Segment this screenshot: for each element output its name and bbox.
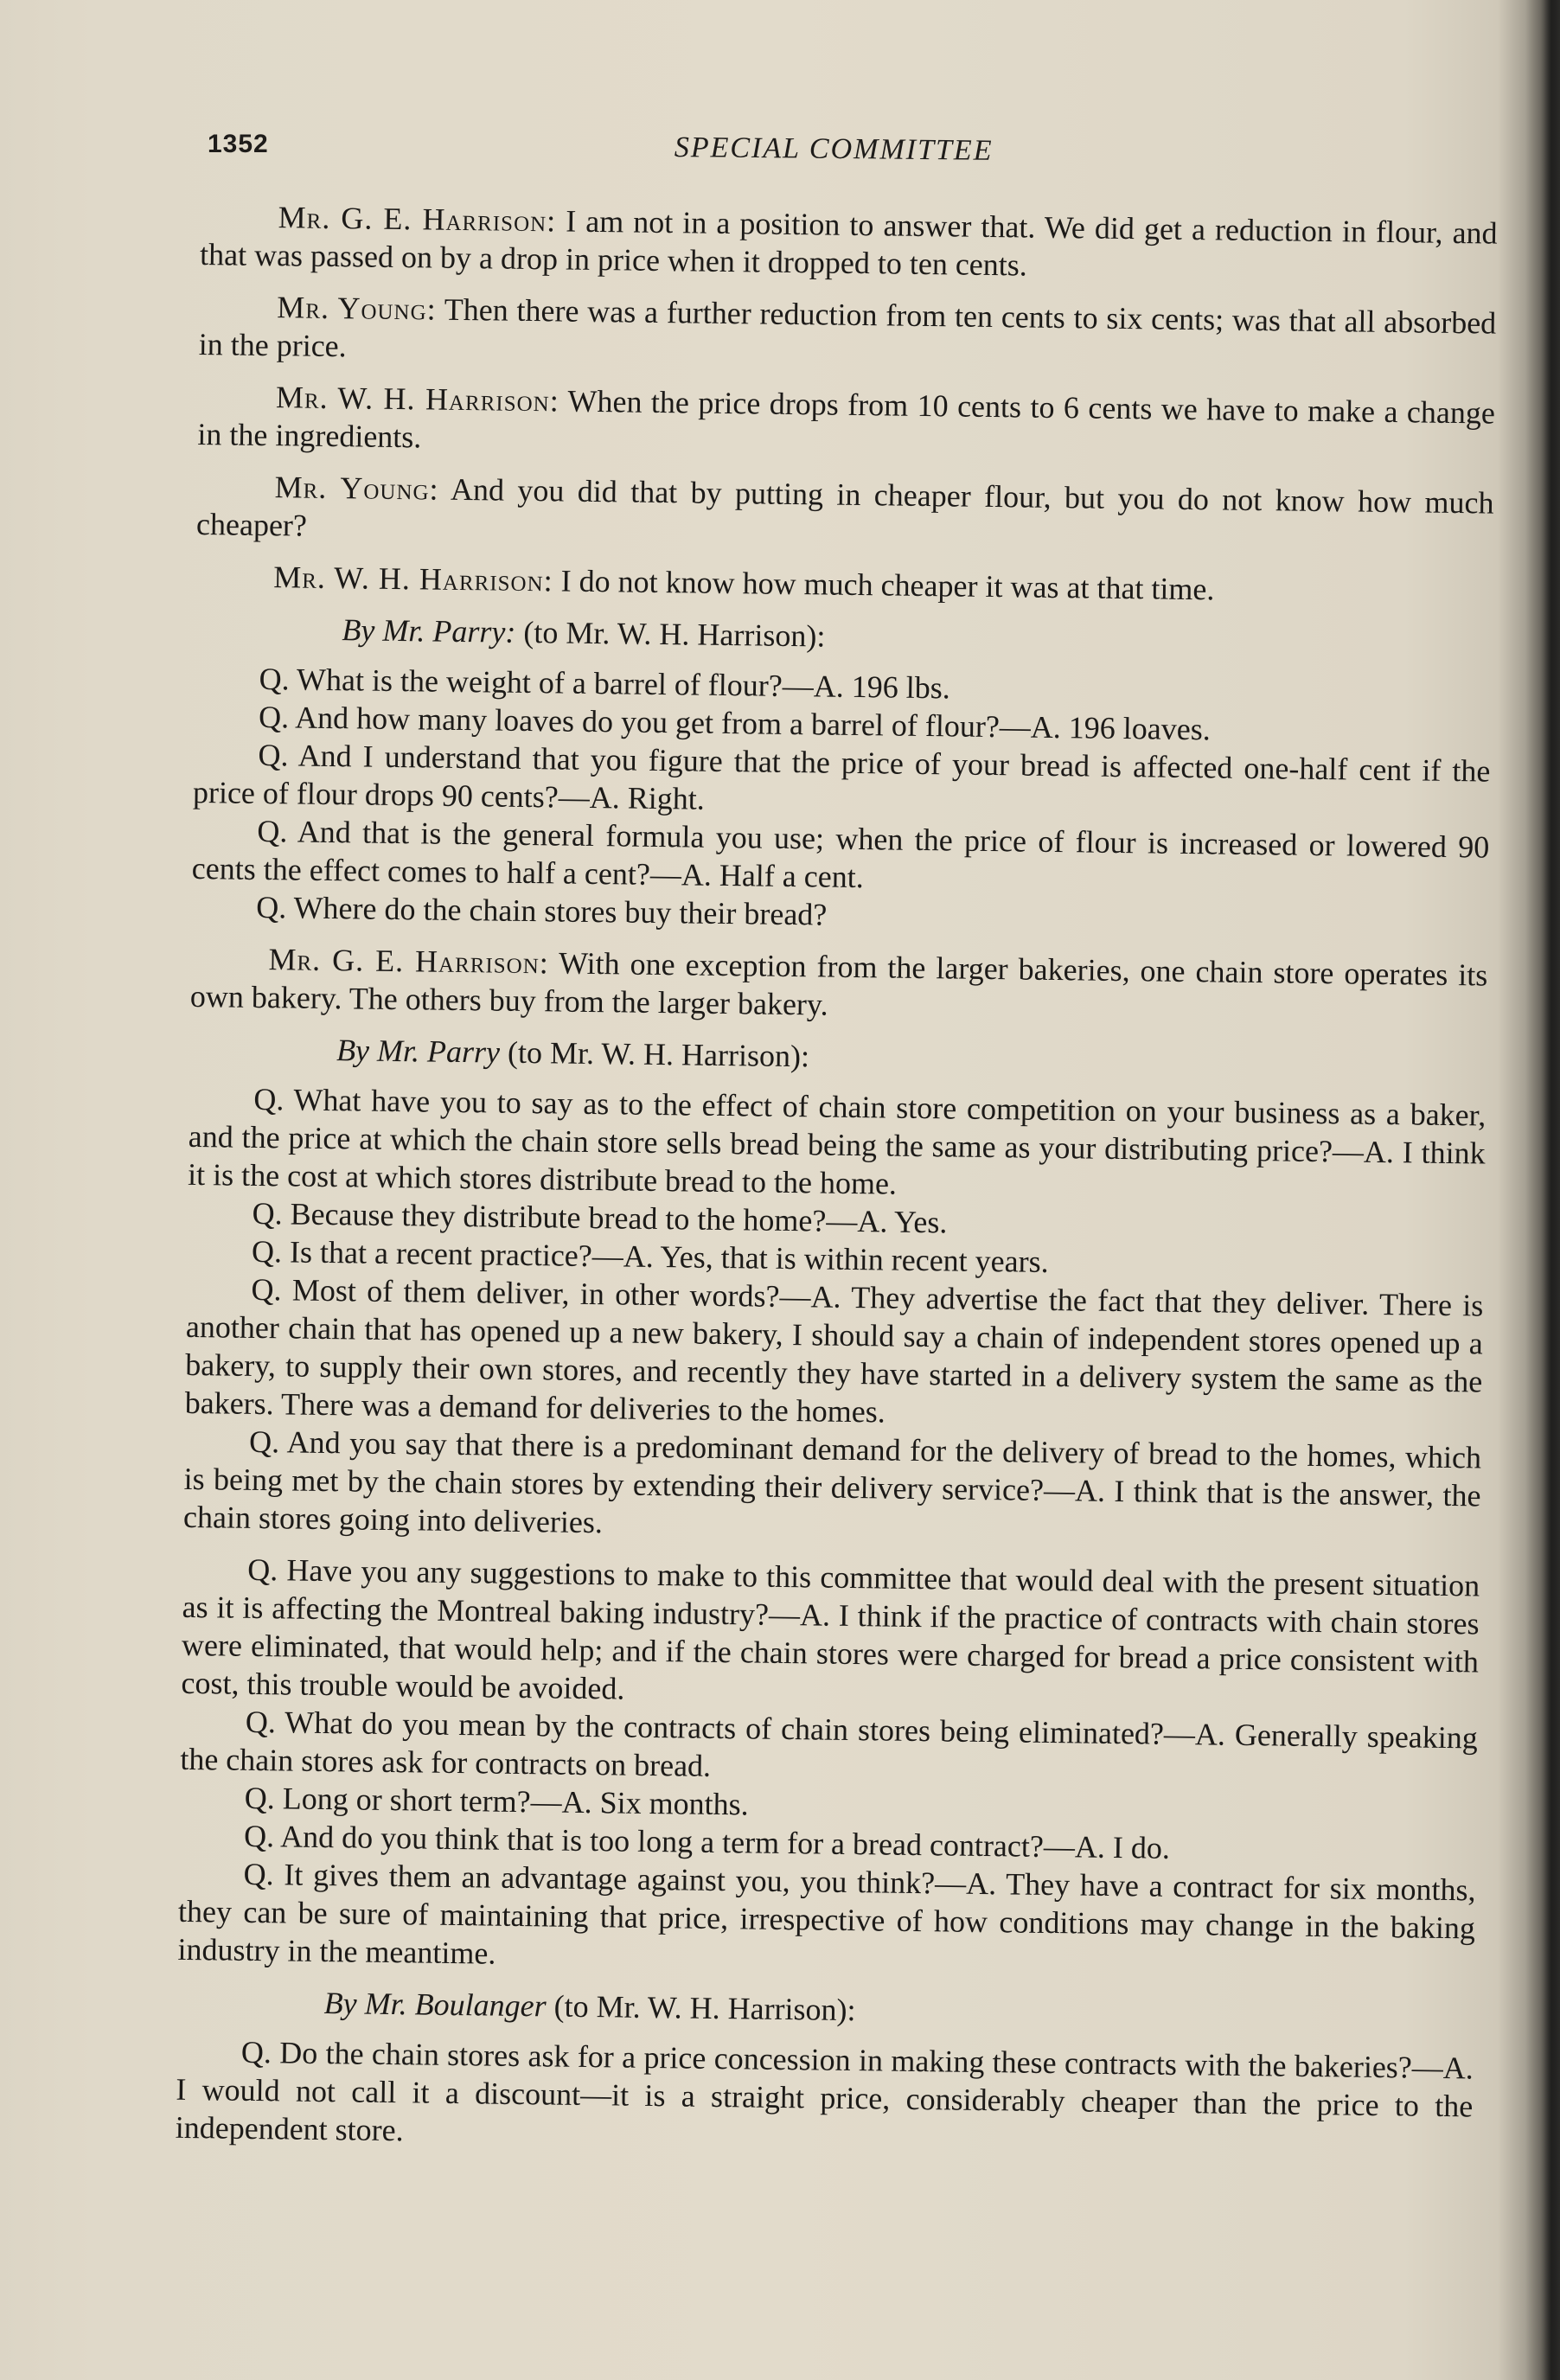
question-answer: Q. What is the weight of a barrel of flour?—A. 196 lbs. bbox=[259, 661, 951, 706]
testimony-paragraph bbox=[195, 557, 1493, 612]
byline-rest: (to Mr. W. H. Harrison): bbox=[546, 1988, 856, 2028]
question-answer: Q. What do you mean by the contracts of chain stores being eliminated?—A. Generally speaking the chain stores ask for contracts on bread. bbox=[180, 1704, 1479, 1783]
question-answer: Q. Long or short term?—A. Six months. bbox=[244, 1780, 749, 1822]
testimony-paragraph bbox=[197, 377, 1495, 470]
statement-text: I do not know how much cheaper it was at that time. bbox=[553, 563, 1215, 607]
speaker-name: Mr. W. H. Harrison: bbox=[272, 560, 553, 598]
speaker-name: Mr. Young: bbox=[274, 470, 439, 507]
statement-text: With one exception from the larger bakeries, one chain store operates its own bakery. The others buy from the larger bakery. bbox=[189, 945, 1488, 1022]
page-header bbox=[0, 130, 1560, 182]
question-answer: Q. Because they distribute bread to the home?—A. Yes. bbox=[252, 1195, 948, 1240]
question-answer: Q. And how many loaves do you get from a barrel of flour?—A. 196 loaves. bbox=[258, 699, 1212, 747]
question-answer: Q. And I understand that you figure that the price of your bread is affected one-half cent if the price of flour drops 90 cents?—A. Right. bbox=[192, 737, 1491, 816]
byline-rest: (to Mr. W. H. Harrison): bbox=[515, 614, 826, 654]
question-answer: Q. And that is the general formula you use; when the price of flour is increased or lowered 90 cents the effect comes to half a cent?—A. Half a cent. bbox=[191, 813, 1490, 895]
question-answer: Q. Where do the chain stores buy their bread? bbox=[255, 889, 828, 932]
byline-rest: (to Mr. W. H. Harrison): bbox=[499, 1034, 810, 1074]
statement-text: I am not in a position to answer that. We did get a reduction in flour, and that was passed on by a drop in price when it dropped to ten cents. bbox=[199, 203, 1498, 283]
speaker-name: Mr. W. H. Harrison: bbox=[275, 380, 560, 419]
page-body bbox=[175, 197, 1497, 2163]
running-head: SPECIAL COMMITTEE bbox=[674, 131, 994, 167]
statement-text: Then there was a further reduction from ten cents to six cents; was that all absorbed in the price. bbox=[198, 291, 1497, 364]
page-number: 1352 bbox=[208, 130, 269, 158]
testimony-paragraph bbox=[196, 467, 1494, 560]
examiner-name: By Mr. Parry: bbox=[342, 612, 516, 649]
speaker-name: Mr. G. E. Harrison: bbox=[278, 200, 557, 239]
question-answer: Q. Most of them deliver, in other words?—A. They advertise the fact that they deliver. There is another chain that has opened up a new bakery, I should say a chain of independent stores opened up a bakery, to supply their own stores, and recently they have started in a delivery system the same as the bakers. There was a demand for deliveries to the homes. bbox=[184, 1271, 1484, 1430]
examiner-name: By Mr. Parry bbox=[336, 1033, 501, 1070]
question-answer: Q. And you say that there is a predominant demand for the delivery of bread to the homes, which is being met by the chain stores by extending their delivery service?—A. I think that is the answer, the chain stores going into deliveries. bbox=[182, 1424, 1482, 1540]
speaker-name: Mr. Young: bbox=[277, 290, 437, 327]
testimony-paragraph bbox=[200, 197, 1498, 291]
examiner-byline bbox=[189, 1029, 1486, 1084]
book-gutter-shadow bbox=[1525, 0, 1560, 2380]
testimony-paragraph bbox=[198, 287, 1496, 381]
speaker-name: Mr. G. E. Harrison: bbox=[268, 942, 550, 981]
question-answer: Q. Is that a recent practice?—A. Yes, that is within recent years. bbox=[251, 1233, 1049, 1279]
examiner-name: By Mr. Boulanger bbox=[323, 1986, 547, 2024]
examiner-byline bbox=[176, 1982, 1474, 2038]
question-answer: Q. Have you any suggestions to make to this committee that would deal with the present situation as it is affecting the Montreal baking industry?—A. I think if the practice of contracts with chain stores were eliminated, that would help; and if the chain stores were charged for bread a price consistent with cost, this trouble would be avoided. bbox=[181, 1551, 1480, 1706]
question-answer: Q. And do you think that is too long a term for a bread contract?—A. I do. bbox=[243, 1818, 1171, 1865]
question-answer: Q. What have you to say as to the effect of chain store competition on your business as a baker, and the price at which the chain store sells bread being the same as your distributing price?—A. I think it is the cost at which stores distribute bread to the home. bbox=[187, 1081, 1486, 1201]
statement-text: When the price drops from 10 cents to 6 cents we have to make a change in the ingredients. bbox=[197, 383, 1496, 455]
question-answer: Q. Do the chain stores ask for a price concession in making these contracts with the bakeries?—A. I would not call it a discount—it is a straight price, considerably cheaper than the price to the independent store. bbox=[175, 2034, 1474, 2148]
question-answer: Q. It gives them an advantage against you, you think?—A. They have a contract for six months, they can be sure of maintaining that price, irrespective of how conditions may change in the baking industry in the meantime. bbox=[177, 1856, 1476, 1971]
statement-text: And you did that by putting in cheaper flour, but you do not know how much cheaper? bbox=[195, 471, 1494, 543]
testimony-paragraph bbox=[190, 939, 1488, 1033]
examiner-byline bbox=[195, 609, 1492, 664]
